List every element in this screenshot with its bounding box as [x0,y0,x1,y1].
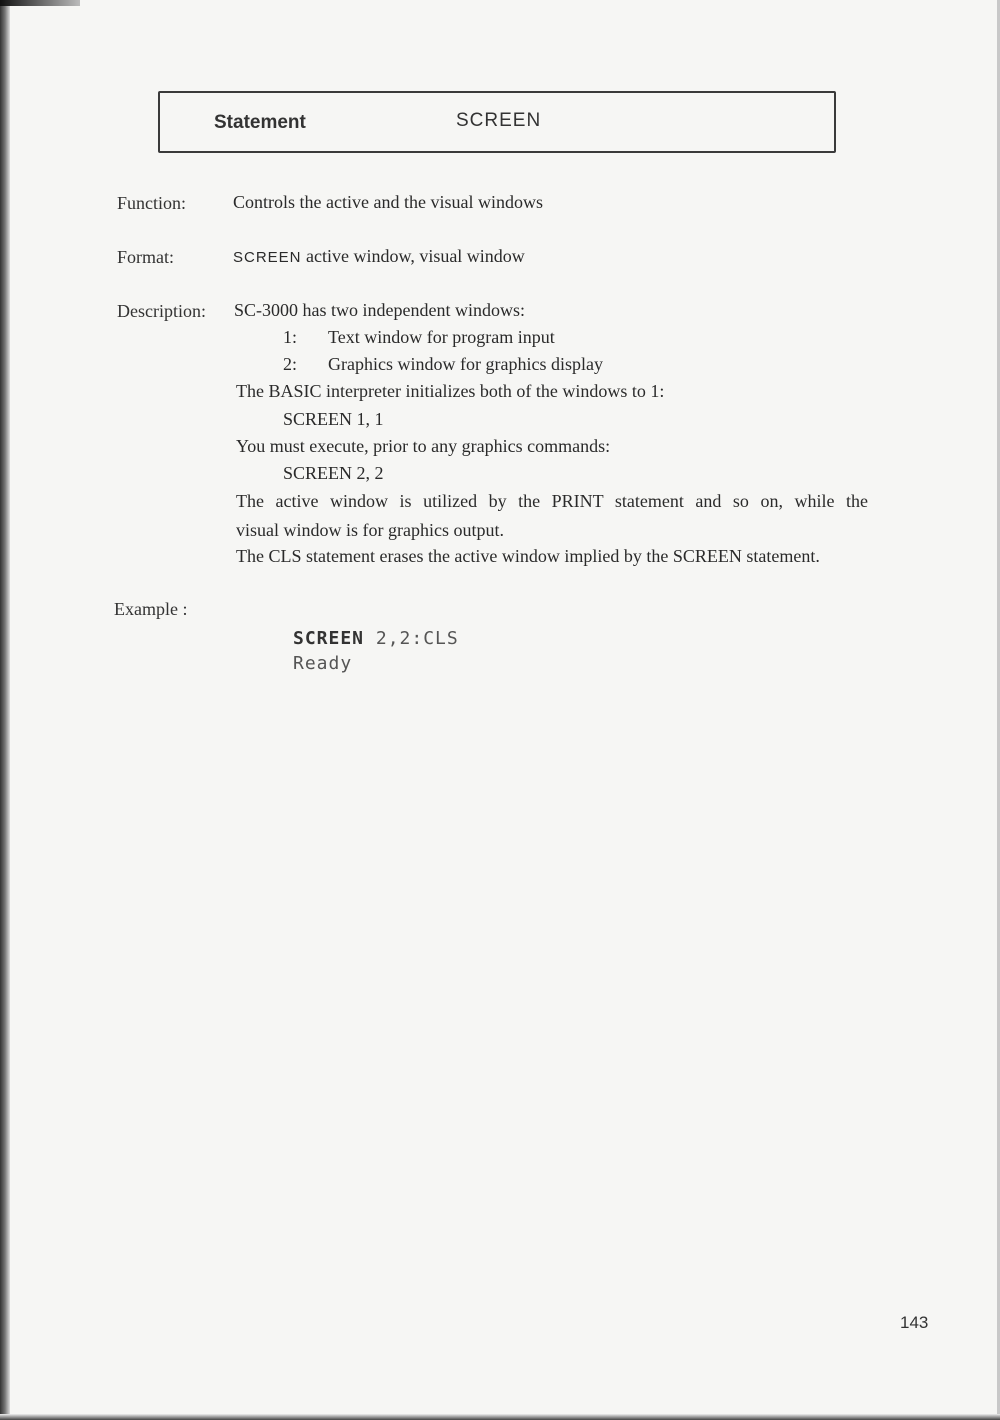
format-label: Format: [117,247,174,267]
page-top-edge [0,0,80,6]
example-command [293,628,459,649]
active-window-paragraph-line2: visual window is for graphics output. [236,520,504,540]
statement-name: SCREEN [456,110,542,131]
page-binding-shadow [0,0,10,1420]
description-label: Description: [117,301,206,321]
window-2-number: 2: [283,354,298,374]
window-1-number: 1: [283,327,298,347]
statement-header-box [158,91,836,153]
init-text: The BASIC interpreter initializes both of the windows to 1: [236,381,665,401]
format-text [233,246,525,267]
page-bottom-edge [0,1414,1000,1420]
format-keyword: SCREEN [233,249,302,266]
example-keyword: SCREEN [293,628,365,649]
example-label: Example : [114,599,188,619]
page-number: 143 [900,1313,929,1332]
format-args: active window, visual window [306,246,525,266]
function-text: Controls the active and the visual windows [233,192,543,212]
window-1-text: Text window for program input [328,327,555,347]
window-2-text: Graphics window for graphics display [328,354,603,374]
active-window-paragraph-line1: The active window is utilized by the PRINT statement and so on, while the [236,491,868,511]
init-code: SCREEN 1, 1 [283,409,384,429]
example-args: 2,2:CLS [364,628,459,649]
must-code: SCREEN 2, 2 [283,463,384,483]
description-intro: SC-3000 has two independent windows: [234,300,525,320]
function-label: Function: [117,193,187,213]
cls-paragraph: The CLS statement erases the active window implied by the SCREEN statement. [236,546,820,566]
example-response: Ready [293,653,353,674]
statement-type: Statement [214,112,306,133]
must-text: You must execute, prior to any graphics commands: [236,436,611,456]
